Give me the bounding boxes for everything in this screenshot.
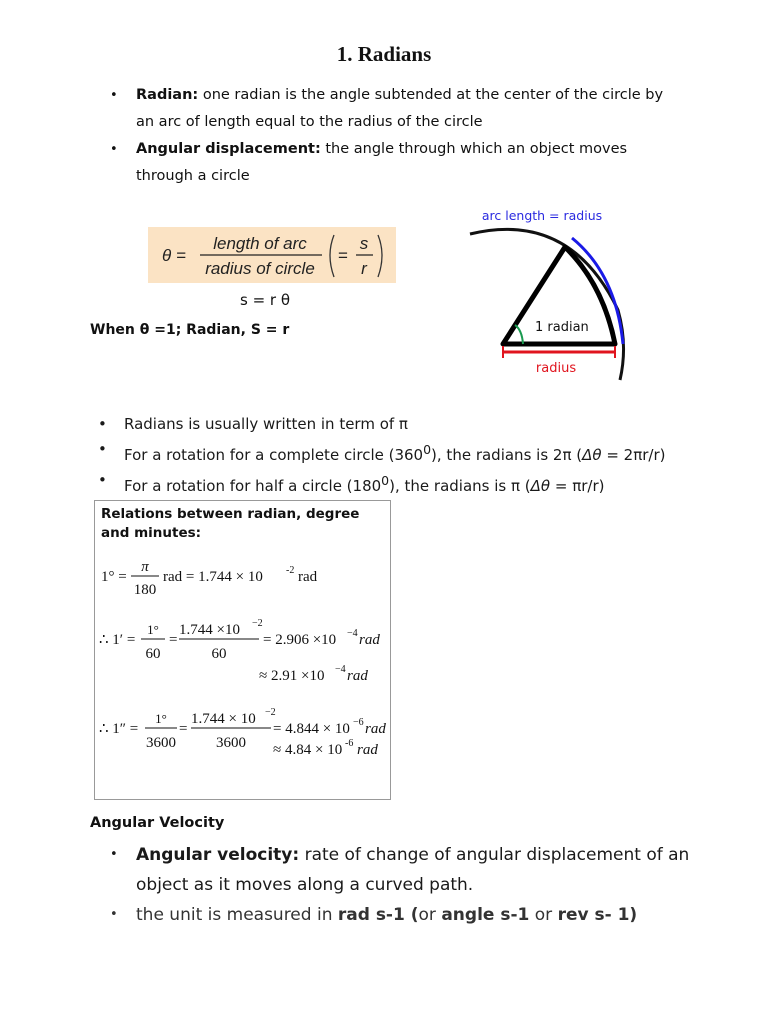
eq4-num2-exp: −2: [265, 707, 276, 718]
radian-facts-list: [96, 412, 696, 499]
arc-length-label: arc length = radius: [481, 208, 603, 223]
unit-text: the unit is measured in: [136, 905, 338, 925]
formula-right-paren: [378, 235, 382, 277]
definition-text: one radian is the angle subtended at the center of the circle by an arc of length equal to the radius of the circle: [136, 87, 664, 130]
angular-velocity-heading: Angular Velocity: [90, 815, 225, 831]
fact-item: [96, 412, 696, 437]
eq2-equals: =: [169, 632, 178, 648]
definition-text: the angle through which an object moves through a circle: [136, 141, 628, 184]
formula-numerator: length of arc: [213, 234, 307, 253]
eq1-denominator: 180: [133, 582, 157, 598]
unit-text: or: [418, 905, 442, 925]
angle-label: 1 radian: [535, 320, 589, 335]
eq2-den2: 60: [211, 646, 227, 662]
unit-rev: rev s- 1): [557, 905, 638, 925]
eq4-unit: rad: [365, 721, 386, 737]
formula-theta: θ =: [162, 246, 186, 265]
eq2-rhs: = 2.906 ×10: [263, 632, 337, 648]
radius-label: radius: [535, 361, 577, 376]
eq4-equals: =: [179, 721, 188, 737]
unit-paren: (: [404, 905, 419, 925]
unit-rad: rad s-1: [337, 905, 405, 925]
fact-text: = 2πr/r): [601, 446, 666, 464]
formula-denominator: radius of circle: [205, 259, 315, 278]
eq2-rhs-exp: −4: [347, 628, 358, 639]
fact-text: = πr/r): [550, 477, 605, 495]
eq4-rhs-exp: −6: [353, 717, 364, 728]
definition-term: Angular velocity:: [136, 845, 300, 865]
eq4-den1: 3600: [146, 735, 176, 751]
fact-text: ), the radians is 2π (: [431, 446, 583, 464]
fact-superscript: 0: [423, 442, 432, 457]
eq4-lhs: ∴ 1″ =: [99, 721, 139, 737]
fact-italic: Δθ: [582, 446, 602, 464]
fact-text: ), the radians is π (: [389, 477, 531, 495]
formula-left-paren: [330, 235, 334, 277]
eq2-unit: rad: [359, 632, 380, 648]
fact-item: [96, 468, 696, 499]
eq1-unit: rad: [298, 569, 318, 585]
circle-arc: [470, 229, 624, 380]
eq2-num2: 1.744 ×10: [179, 622, 240, 638]
definition-term: Radian:: [136, 87, 199, 103]
eq4-den2: 3600: [216, 735, 246, 751]
definition-text: rate of change of angular displacement of an object as it moves along a curved path.: [136, 845, 690, 895]
theta-one-note: When θ =1; Radian, S = r: [90, 322, 290, 338]
definition-term: Angular displacement:: [136, 141, 321, 157]
fact-item: [96, 437, 696, 468]
eq3-rhs-exp: −4: [335, 664, 346, 675]
angular-velocity-list: [110, 840, 710, 930]
eq3-rhs: ≈ 2.91 ×10: [259, 668, 325, 684]
eq1-lhs: 1° =: [101, 569, 127, 585]
unit-angle: angle s-1: [441, 905, 530, 925]
eq4-rhs: = 4.844 × 10: [273, 721, 350, 737]
eq4-num1: 1°: [155, 711, 167, 726]
eq2-den1: 60: [145, 646, 161, 662]
arc-length-equation: s = r θ: [240, 291, 291, 309]
eq4-num2: 1.744 × 10: [191, 711, 256, 727]
eq1-exponent: -2: [286, 565, 295, 576]
radian-formula-box: [148, 227, 396, 283]
eq5-rhs-exp: -6: [345, 738, 354, 749]
angular-velocity-unit: [110, 900, 710, 930]
formula-r: r: [361, 259, 367, 278]
eq2-lhs: ∴ 1′ =: [99, 632, 136, 648]
eq1-numerator: π: [141, 559, 149, 575]
relations-header: Relations between radian, degree and minutes:: [101, 506, 360, 541]
fact-text: For a rotation for half a circle (180: [124, 477, 382, 495]
page-title: 1. Radians: [336, 42, 432, 66]
eq2-num1: 1°: [147, 622, 159, 637]
definitions-list: [110, 82, 680, 190]
eq5-rhs: ≈ 4.84 × 10: [273, 742, 343, 758]
fact-text: Radians is usually written in term of π: [124, 415, 408, 433]
radian-formula: [148, 227, 396, 283]
definition-angular-displacement: [110, 136, 680, 190]
eq3-unit: rad: [347, 668, 368, 684]
relations-box: [94, 500, 391, 800]
angular-velocity-definition: [110, 840, 710, 900]
fact-superscript: 0: [381, 473, 390, 488]
formula-equals: =: [338, 246, 348, 265]
eq1-rhs: rad = 1.744 × 10: [163, 569, 263, 585]
formula-s: s: [359, 234, 369, 253]
unit-text: or: [529, 905, 558, 925]
eq5-unit: rad: [357, 742, 378, 758]
radian-diagram: [460, 200, 640, 385]
fact-text: For a rotation for a complete circle (360: [124, 446, 424, 464]
fact-italic: Δθ: [530, 477, 551, 495]
definition-radian: [110, 82, 680, 136]
relations-equations: [95, 501, 390, 799]
eq2-num2-exp: −2: [252, 618, 263, 629]
